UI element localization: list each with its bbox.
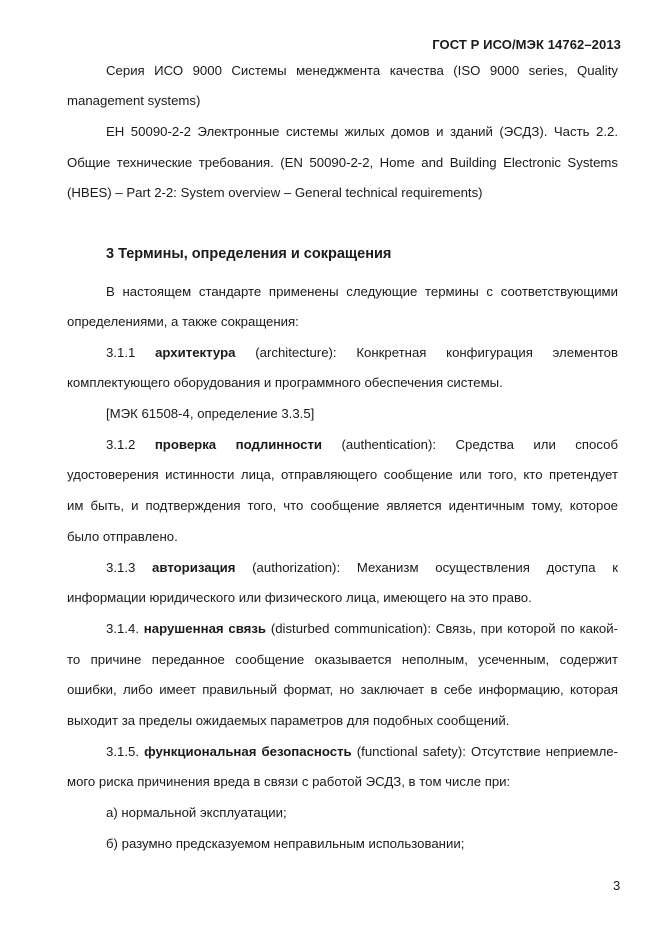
page-number: 3 bbox=[613, 878, 621, 893]
term-3-1-1-line2: комплектующего оборудования и программного обеспечения системы. bbox=[67, 375, 503, 390]
term-name: проверка подлинности bbox=[154, 437, 323, 452]
ref1-line1: Серия ИСО 9000 Системы менеджмента качества (ISO 9000 series, Quality bbox=[106, 63, 618, 78]
term-3-1-3-line1 bbox=[106, 559, 618, 577]
term-name: функциональная безопасность bbox=[144, 744, 352, 759]
term-number: 3.1.3 bbox=[106, 560, 136, 575]
ref2-line1: ЕН 50090-2-2 Электронные системы жилых домов и зданий (ЭСДЗ). Часть 2.2. bbox=[106, 124, 618, 139]
term-3-1-1-source: [МЭК 61508-4, определение 3.3.5] bbox=[106, 406, 315, 421]
term-3-1-2-line1 bbox=[106, 436, 618, 454]
term-name: архитектура bbox=[155, 345, 236, 360]
term-3-1-2-line2: удостоверения истинности лица, отправляющего сообщение или того, кто претендует bbox=[67, 467, 618, 482]
ref2-line3: (HBES) – Part 2-2: System overview – General technical requirements) bbox=[67, 185, 483, 200]
term-definition-start: (authorization): Механизм осуществления доступа к bbox=[252, 560, 618, 575]
list-item-a: а) нормальной эксплуатации; bbox=[106, 805, 287, 820]
intro-line2: определениями, а также сокращения: bbox=[67, 314, 299, 329]
term-number: 3.1.1 bbox=[106, 345, 136, 360]
term-name: нарушенная связь bbox=[143, 621, 267, 636]
term-definition-start: (architecture): Конкретная конфигурация элементов bbox=[255, 345, 619, 360]
list-item-b: б) разумно предсказуемом неправильным использовании; bbox=[106, 836, 465, 851]
term-number: 3.1.5. bbox=[106, 744, 139, 759]
term-3-1-2-line4: было отправлено. bbox=[67, 529, 178, 544]
term-3-1-5-line1 bbox=[106, 743, 618, 761]
term-3-1-4-line4: выходит за пределы ожидаемых параметров для подобных сообщений. bbox=[67, 713, 510, 728]
term-definition-start: (authentication): Средства или способ bbox=[341, 437, 618, 452]
term-3-1-5-line2: мого риска причинения вреда в связи с работой ЭСДЗ, в том числе при: bbox=[67, 774, 511, 789]
ref1-line2: management systems) bbox=[67, 93, 201, 108]
ref2-line2: Общие технические требования. (EN 50090-2-2, Home and Building Electronic Systems bbox=[67, 155, 618, 170]
document-header: ГОСТ Р ИСО/МЭК 14762–2013 bbox=[432, 37, 621, 52]
section-title: 3 Термины, определения и сокращения bbox=[106, 246, 392, 262]
term-definition-start: (disturbed communication): Связь, при которой по какой- bbox=[270, 621, 618, 636]
term-3-1-1-line1 bbox=[106, 344, 618, 362]
intro-line1: В настоящем стандарте применены следующие термины с соответствующими bbox=[106, 284, 618, 299]
term-3-1-4-line3: ошибки, либо имеет правильный формат, но заключает в себе информацию, которая bbox=[67, 682, 618, 697]
term-definition-start: (functional safety): Отсутствие неприемле- bbox=[356, 744, 619, 759]
term-3-1-4-line2: то причине переданное сообщение оказывается неполным, усеченным, содержит bbox=[67, 652, 618, 667]
term-3-1-4-line1 bbox=[106, 620, 618, 638]
term-name: авторизация bbox=[152, 560, 236, 575]
term-number: 3.1.4. bbox=[106, 621, 139, 636]
term-number: 3.1.2 bbox=[106, 437, 136, 452]
term-3-1-2-line3: им быть, и подтверждения того, что сообщение является идентичным тому, которое bbox=[67, 498, 618, 513]
term-3-1-3-line2: информации юридического или физического лица, имеющего на это право. bbox=[67, 590, 532, 605]
